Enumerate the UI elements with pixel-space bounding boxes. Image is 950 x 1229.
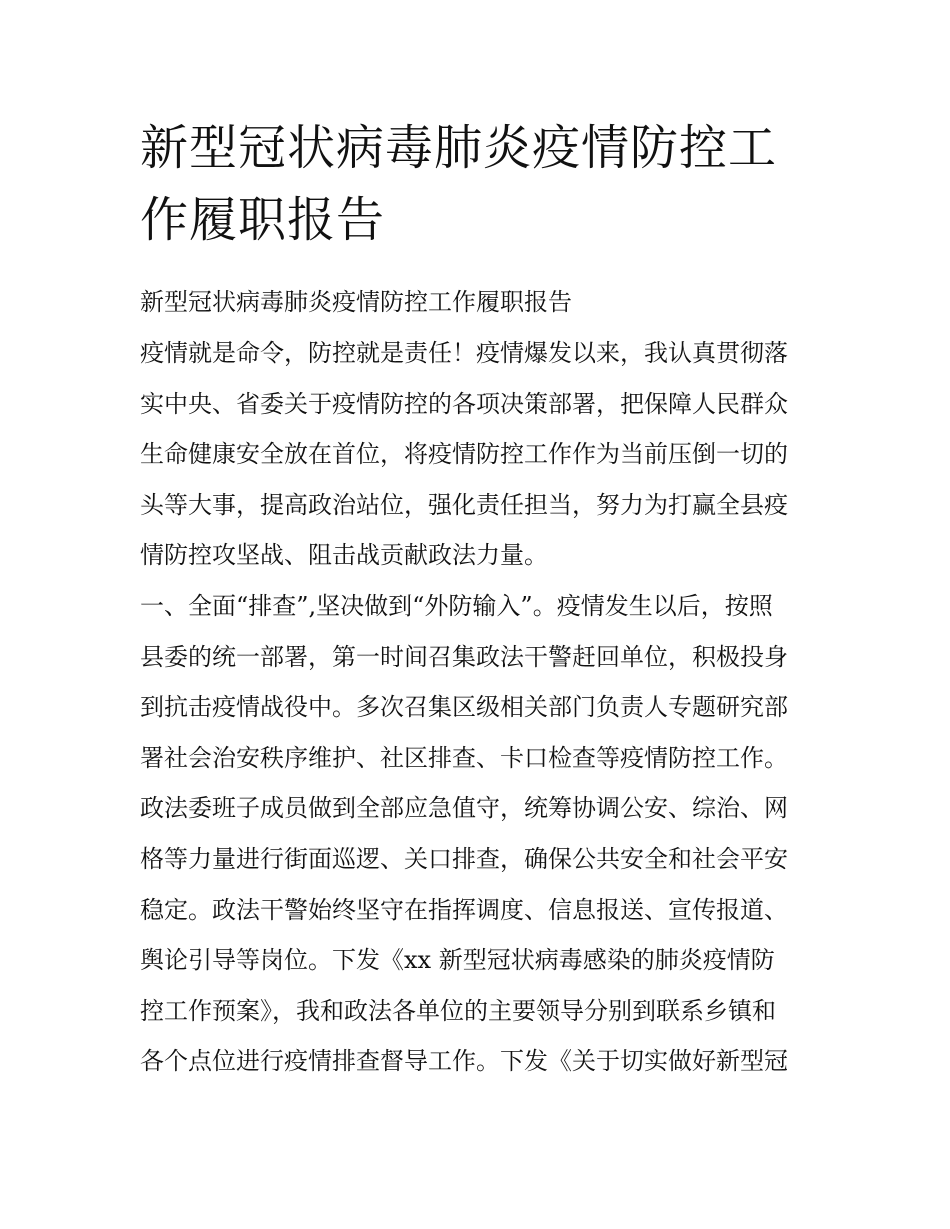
title-line: 作履职报告 xyxy=(140,192,386,248)
body-line: 实中央、省委关于疫情防控的各项决策部署，把保障人民群众 xyxy=(140,390,788,418)
body-line: 情防控攻坚战、阻击战贡献政法力量。 xyxy=(140,541,548,569)
body-line: 署社会治安秩序维护、社区排查、卡口检查等疫情防控工作。 xyxy=(140,744,788,772)
body-line: 生命健康安全放在首位，将疫情防控工作作为当前压倒一切的 xyxy=(140,440,788,468)
body-line: 格等力量进行街面巡逻、关口排查，确保公共安全和社会平安 xyxy=(140,845,788,873)
body-line: 控工作预案》，我和政法各单位的主要领导分别到联系乡镇和 xyxy=(140,997,776,1025)
body-line: 头等大事，提高政治站位，强化责任担当，努力为打赢全县疫 xyxy=(140,491,788,519)
body-line: 疫情就是命令，防控就是责任！疫情爆发以来，我认真贯彻落 xyxy=(140,339,788,367)
subtitle-line: 新型冠状病毒肺炎疫情防控工作履职报告 xyxy=(140,288,572,316)
document-title xyxy=(140,112,820,256)
body-line: 县委的统一部署，第一时间召集政法干警赶回单位，积极投身 xyxy=(140,643,788,671)
body-line: 到抗击疫情战役中。多次召集区级相关部门负责人专题研究部 xyxy=(140,693,788,721)
body-line: 一、全面“排查”,坚决做到“外防输入”。疫情发生以后，按照 xyxy=(140,592,773,620)
body-line: 舆论引导等岗位。下发《xx 新型冠状病毒感染的肺炎疫情防 xyxy=(140,946,775,974)
body-line: 各个点位进行疫情排查督导工作。下发《关于切实做好新型冠 xyxy=(140,1047,788,1075)
title-line: 新型冠状病毒肺炎疫情防控工 xyxy=(140,120,778,176)
body-line: 政法委班子成员做到全部应急值守，统筹协调公安、综治、网 xyxy=(140,794,788,822)
body-line: 稳定。政法干警始终坚守在指挥调度、信息报送、宣传报道、 xyxy=(140,896,788,924)
